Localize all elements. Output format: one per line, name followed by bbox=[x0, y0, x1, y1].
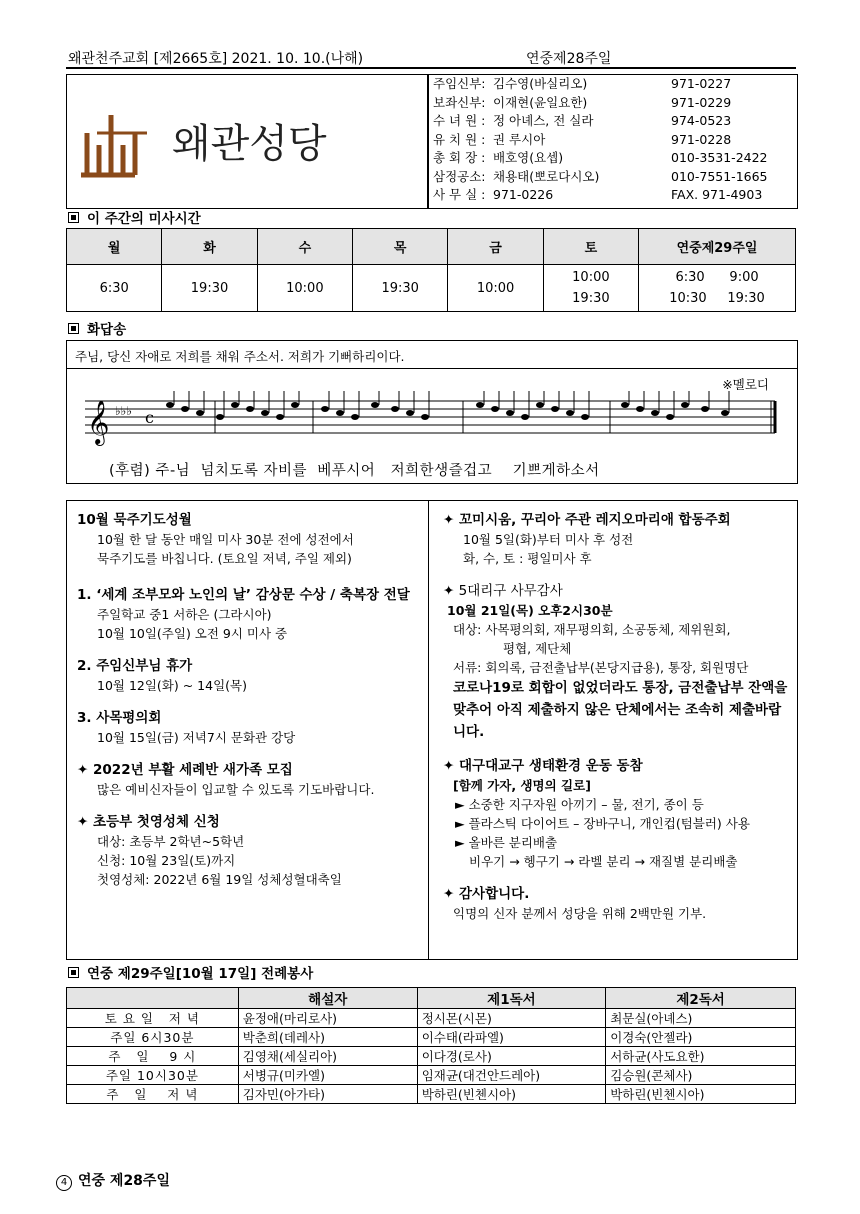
psalm-verse: 주님, 당신 자애로 저희를 채워 주소서. 저희가 기뻐하리이다. bbox=[75, 349, 405, 364]
mass-slot: 주일 10시30분 bbox=[67, 1066, 239, 1085]
duty-row bbox=[67, 1028, 796, 1047]
contact-phone: FAX. 971-4903 bbox=[671, 187, 763, 202]
mass-time: 6:30 bbox=[67, 265, 162, 312]
header-rule bbox=[66, 67, 796, 69]
contact-role: 사 무 실 : bbox=[433, 187, 486, 202]
contact-phone: 010-7551-1665 bbox=[671, 168, 768, 184]
contact-role: 유 치 원 : bbox=[433, 131, 486, 147]
server-name: 임재균(대건안드레아) bbox=[417, 1066, 605, 1085]
svg-text:c: c bbox=[145, 408, 154, 427]
server-name: 김자민(아가타) bbox=[238, 1085, 417, 1104]
notice-thanks: ✦ 감사합니다. bbox=[443, 886, 530, 902]
mass-day-header: 연중제29주일 bbox=[639, 229, 796, 265]
mass-day-header: 토 bbox=[543, 229, 638, 265]
contact-row bbox=[429, 186, 797, 205]
duty-table bbox=[66, 987, 796, 1104]
server-name: 이다경(로사) bbox=[417, 1047, 605, 1066]
contact-row bbox=[429, 112, 797, 131]
duty-row bbox=[67, 1066, 796, 1085]
logo-name: 왜관성당 bbox=[172, 121, 327, 167]
church-logo-icon bbox=[67, 75, 427, 208]
bulletin-header bbox=[68, 48, 790, 68]
contact-row bbox=[429, 168, 797, 187]
mass-times-table bbox=[66, 228, 796, 312]
server-name: 김영채(세실리아) bbox=[238, 1047, 417, 1066]
notice-item: 2. 주임신부님 휴가 10월 12일(화) ~ 14일(목) bbox=[77, 658, 247, 693]
server-name: 박춘희(데레사) bbox=[238, 1028, 417, 1047]
server-name: 이수태(라파엘) bbox=[417, 1028, 605, 1047]
duty-header: 제2독서 bbox=[606, 988, 796, 1009]
mass-time: 19:30 bbox=[162, 265, 257, 312]
bulletin-info: 왜관천주교회 [제2665호] 2021. 10. 10.(나해) bbox=[68, 51, 364, 67]
server-name: 최문실(아녜스) bbox=[606, 1009, 796, 1028]
notice-audit: ✦ 5대리구 사무감사 bbox=[443, 583, 563, 599]
audit-warning: 코로나19로 회합이 없었더라도 통장, 금전출납부 잔액을 맞추어 아직 제출하지 않은 단체에서는 조속히 제출바랍니다. bbox=[453, 680, 788, 740]
mass-day-header: 화 bbox=[162, 229, 257, 265]
psalm-box bbox=[66, 340, 798, 484]
mass-day-header: 금 bbox=[448, 229, 543, 265]
contact-name: 971-0226 bbox=[493, 187, 554, 202]
mass-day-header: 목 bbox=[353, 229, 448, 265]
mass-day-header: 월 bbox=[67, 229, 162, 265]
contact-role: 보좌신부: bbox=[433, 94, 486, 110]
page-footer: 4 연중 제28주일 bbox=[56, 1170, 170, 1191]
duty-row bbox=[67, 1047, 796, 1066]
psalm-lyrics: (후렴) 주-님 넘치도록 자비를 베푸시어 저희한생즐겁고 기쁘게하소서 bbox=[109, 463, 600, 479]
notices-right-column: ✦ 꼬미시움, 꾸리아 주관 레지오마리애 합동주회 10월 5일(화)부터 미사 후 성전 화, 수, 토 : 평일미사 후 ✦ 5대리구 사무감사 10월 21일(목) 오후2시30분 대상: 사목평의회, 재무평의회, 소공동체, 제위원회, 평협, 제단체 서류: 회의록, 금전출납부(본당지급용), 통장, 회원명단 코로나19로 회합이 없었더라도 통장, 금전출납부 잔액을 맞추어 아직 제출하지 않은 단체에서는 조속히 제출바랍니다. ✦ 대구대교구 생태환경 운동 동참 [함께 가자, 생명의 길로] ► 소중한 지구자원 아끼기 – 물, 전기, 종이 등 ► 플라스틱 다이어트 – 장바구니, 개인컵(텀블러) 사용 ► 올바른 분리배출 비우기 → 헹구기 → 라벨 분리 → 재질별 분리배출 ✦ 감사합니다. 익명의 신자 분께서 성당을 위해 2백만원 기부. bbox=[443, 511, 791, 937]
mass-time: 19:30 bbox=[353, 265, 448, 312]
server-name: 윤정애(마리로사) bbox=[238, 1009, 417, 1028]
duty-header: 제1독서 bbox=[417, 988, 605, 1009]
page-number: 4 bbox=[56, 1175, 72, 1191]
notice-item: 10월 묵주기도성월 10월 한 달 동안 매일 미사 30분 전에 성전에서 묵주기도를 바칩니다. (토요일 저녁, 주일 제외) bbox=[77, 512, 354, 566]
server-name: 박하린(빈첸시아) bbox=[606, 1085, 796, 1104]
notice-item: ✦ 초등부 첫영성체 신청 대상: 초등부 2학년~5학년 신청: 10월 23일(토)까지 첫영성체: 2022년 6월 19일 성체성혈대축일 bbox=[77, 814, 342, 887]
mass-time: 10:00 bbox=[448, 265, 543, 312]
contact-table bbox=[428, 74, 798, 209]
psalm-section-title: 화답송 bbox=[68, 318, 126, 338]
server-name: 박하린(빈첸시아) bbox=[417, 1085, 605, 1104]
duty-header bbox=[67, 988, 239, 1009]
contact-name: 채용태(뽀로다시오) bbox=[493, 168, 600, 184]
contact-row bbox=[429, 149, 797, 168]
music-staff-icon bbox=[85, 389, 785, 459]
contact-name: 권 루시아 bbox=[493, 131, 546, 147]
server-name: 서하균(사도요한) bbox=[606, 1047, 796, 1066]
mass-slot: 토 요 일 저 녁 bbox=[67, 1009, 239, 1028]
mass-time: 10:00 bbox=[257, 265, 352, 312]
server-name: 서병규(미카엘) bbox=[238, 1066, 417, 1085]
duty-row bbox=[67, 1009, 796, 1028]
server-name: 김승원(콘체사) bbox=[606, 1066, 796, 1085]
mass-time-sun: 6:30 9:00 10:30 19:30 bbox=[639, 265, 796, 312]
logo-box bbox=[66, 74, 428, 209]
melody-note: ※멜로디 bbox=[722, 377, 769, 392]
contact-name: 김수영(바실리오) bbox=[493, 76, 588, 91]
notices-left-column bbox=[77, 511, 422, 903]
notice-legio: ✦ 꼬미시움, 꾸리아 주관 레지오마리애 합동주회 bbox=[443, 512, 731, 528]
notices-box bbox=[66, 500, 798, 960]
duty-header: 해설자 bbox=[238, 988, 417, 1009]
mass-time-sat: 10:00 19:30 bbox=[543, 265, 638, 312]
mass-section-title: 이 주간의 미사시간 bbox=[68, 207, 201, 227]
contact-row bbox=[429, 131, 797, 150]
contact-role: 삼정공소: bbox=[433, 168, 486, 184]
contact-phone: 971-0229 bbox=[671, 94, 732, 110]
contact-row bbox=[429, 75, 797, 94]
contact-role: 총 회 장 : bbox=[433, 150, 486, 165]
contact-name: 이재현(윤일요한) bbox=[493, 94, 588, 110]
mass-day-header: 수 bbox=[257, 229, 352, 265]
contact-phone: 971-0228 bbox=[671, 131, 732, 147]
contact-name: 배호영(요셉) bbox=[493, 150, 564, 165]
contact-row bbox=[429, 94, 797, 113]
notice-item: 1. ‘세계 조부모와 노인의 날’ 감상문 수상 / 축복장 전달 주일학교 중1 서하은 (그라시아) 10월 10일(주일) 오전 9시 미사 중 bbox=[77, 587, 410, 641]
contact-role: 주임신부: bbox=[433, 76, 486, 91]
notice-item: 3. 사목평의회 10월 15일(금) 저녁7시 문화관 강당 bbox=[77, 710, 296, 745]
contact-phone: 010-3531-2422 bbox=[671, 150, 768, 165]
mass-slot: 주 일 9 시 bbox=[67, 1047, 239, 1066]
server-name: 이경숙(안젤라) bbox=[606, 1028, 796, 1047]
mass-slot: 주 일 저 녁 bbox=[67, 1085, 239, 1104]
duty-row bbox=[67, 1085, 796, 1104]
contact-name: 정 아녜스, 전 실라 bbox=[493, 113, 594, 128]
svg-text:♭♭♭: ♭♭♭ bbox=[115, 404, 132, 418]
notice-item: ✦ 2022년 부활 세례반 새가족 모집 많은 예비신자들이 입교할 수 있도록 기도바랍니다. bbox=[77, 762, 375, 797]
contact-phone: 971-0227 bbox=[671, 76, 732, 91]
liturgical-day: 연중제28주일 bbox=[526, 51, 612, 67]
contact-role: 수 녀 원 : bbox=[433, 113, 486, 128]
duty-section-title: 연중 제29주일[10월 17일] 전례봉사 bbox=[68, 962, 313, 982]
notice-ecology: ✦ 대구대교구 생태환경 운동 동참 bbox=[443, 758, 643, 774]
contact-phone: 974-0523 bbox=[671, 113, 732, 128]
svg-text:𝄞: 𝄞 bbox=[87, 400, 110, 444]
server-name: 정시몬(시몬) bbox=[417, 1009, 605, 1028]
mass-slot: 주일 6시30분 bbox=[67, 1028, 239, 1047]
